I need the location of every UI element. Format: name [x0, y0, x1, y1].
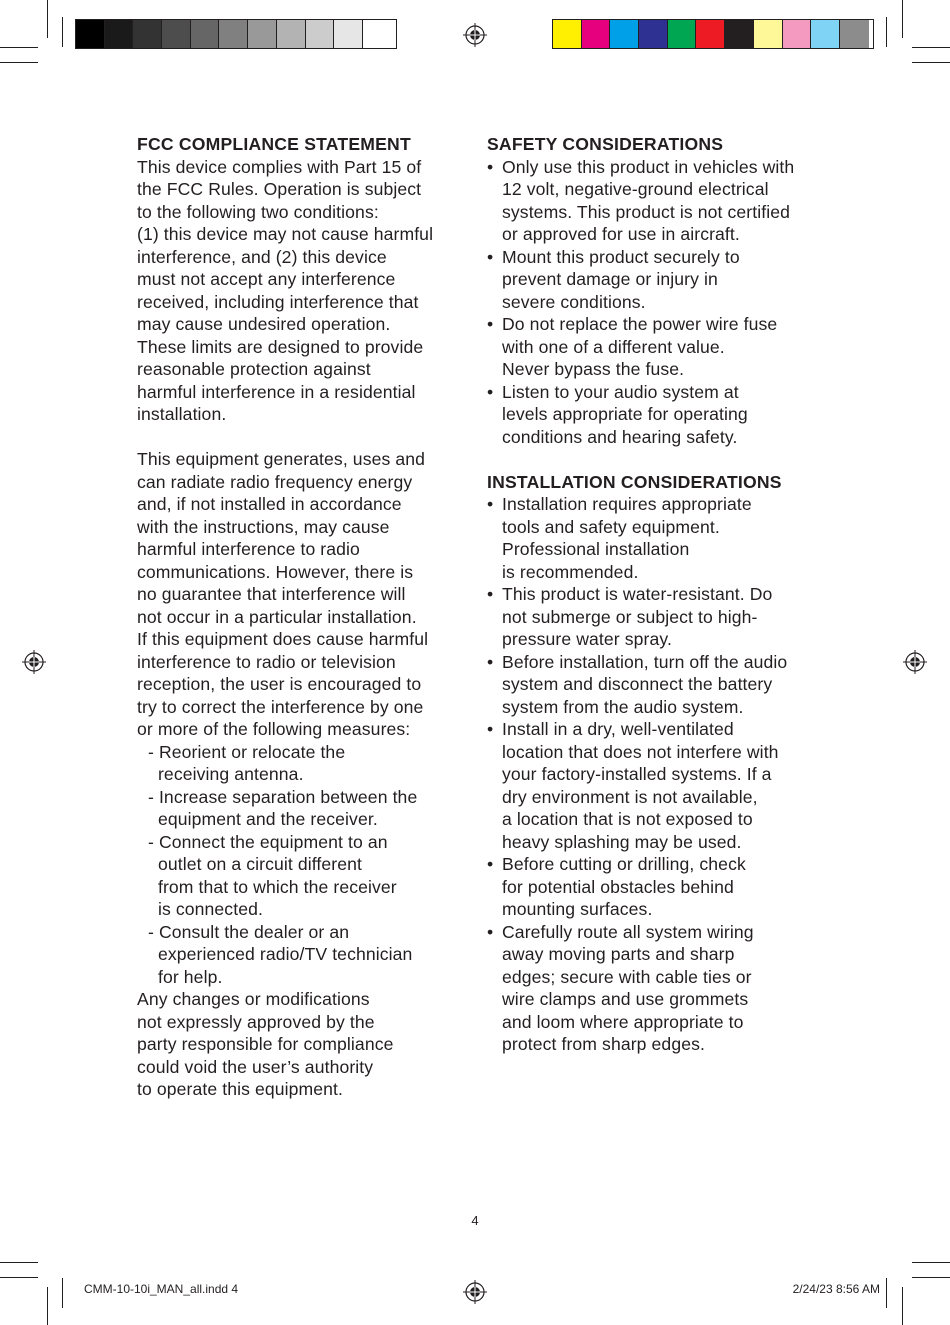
bullet-line: your factory-installed systems. If a: [502, 764, 772, 784]
text-line: These limits are designed to provide: [137, 336, 424, 357]
text-line: with the instructions, may cause: [137, 516, 390, 537]
text-line: If this equipment does cause harmful: [137, 629, 429, 649]
registration-mark-icon: [463, 23, 487, 47]
color-swatch: [840, 20, 869, 48]
crop-mark: [47, 1287, 48, 1325]
bullet-line: This product is water-resistant. Do: [502, 584, 773, 604]
color-swatch: [610, 20, 639, 48]
text-line: and, if not installed in accordance: [137, 494, 402, 514]
safety-list: [487, 156, 827, 449]
color-swatch: [162, 20, 191, 48]
crop-mark: [912, 47, 950, 48]
measure-item: [137, 786, 467, 831]
registration-mark-icon: [463, 1280, 487, 1304]
bullet-line: or approved for use in aircraft.: [502, 224, 740, 244]
fcc-paragraph-2: [137, 448, 467, 741]
text-line: interference to radio or television: [137, 651, 396, 672]
crop-mark: [902, 0, 903, 38]
text-line: interference, and (2) this device: [137, 246, 387, 267]
measure-item: [137, 741, 467, 786]
crop-mark: [0, 1277, 38, 1278]
crop-mark: [912, 1262, 950, 1263]
measure-line: receiving antenna.: [148, 764, 304, 784]
bullet-line: system and disconnect the battery: [502, 674, 773, 694]
text-line: to the following two conditions:: [137, 201, 379, 222]
text-line: reasonable protection against: [137, 359, 371, 379]
bullet-line: and loom where appropriate to: [502, 1011, 744, 1032]
crop-mark: [0, 1262, 38, 1263]
bullet-line: away moving parts and sharp: [502, 944, 735, 964]
crop-mark: [0, 47, 38, 48]
color-swatch: [277, 20, 306, 48]
text-line: no guarantee that interference will: [137, 584, 406, 604]
bullet-item: [487, 313, 827, 381]
bullet-line: dry environment is not available,: [502, 786, 758, 807]
file-slug: CMM-10-10i_MAN_all.indd 4: [84, 1282, 239, 1296]
color-swatch: [219, 20, 248, 48]
bullet-icon: •: [487, 246, 494, 267]
text-line: or more of the following measures:: [137, 719, 411, 739]
bullet-line: Installation requires appropriate: [502, 494, 752, 514]
color-swatch: [306, 20, 335, 48]
bullet-item: [487, 156, 827, 246]
color-swatch: [363, 20, 392, 48]
bullet-line: Carefully route all system wiring: [502, 921, 754, 942]
crop-mark: [886, 1278, 887, 1308]
crop-mark: [912, 62, 950, 63]
color-swatch: [553, 20, 582, 48]
text-line: must not accept any interference: [137, 269, 396, 289]
bullet-line: wire clamps and use grommets: [502, 989, 749, 1009]
fcc-compliance-column: [137, 133, 467, 1101]
fcc-paragraph-3: [137, 988, 467, 1101]
color-swatch: [668, 20, 697, 48]
color-swatch: [725, 20, 754, 48]
text-line: can radiate radio frequency energy: [137, 471, 413, 492]
text-line: This device complies with Part 15 of: [137, 156, 422, 177]
fcc-measures-list: [137, 741, 467, 989]
color-swatch: [639, 20, 668, 48]
measure-line: is connected.: [148, 899, 263, 919]
bullet-icon: •: [487, 156, 494, 177]
bullet-icon: •: [487, 651, 494, 672]
bullet-line: conditions and hearing safety.: [502, 426, 738, 447]
color-swatch: [334, 20, 363, 48]
bullet-line: tools and safety equipment.: [502, 516, 720, 537]
text-line: harmful interference to radio: [137, 539, 360, 559]
measure-line: equipment and the receiver.: [148, 809, 378, 829]
measure-line: for help.: [148, 966, 223, 987]
text-line: not occur in a particular installation.: [137, 606, 417, 627]
bullet-line: levels appropriate for operating: [502, 404, 748, 424]
text-line: try to correct the interference by one: [137, 696, 424, 717]
bullet-line: for potential obstacles behind: [502, 876, 734, 897]
measure-item: [137, 921, 467, 989]
bullet-line: with one of a different value.: [502, 336, 725, 357]
bullet-line: mounting surfaces.: [502, 899, 653, 919]
bullet-line: Mount this product securely to: [502, 246, 740, 267]
bullet-item: [487, 583, 827, 651]
bullet-item: [487, 853, 827, 921]
color-swatch: [191, 20, 220, 48]
bullet-icon: •: [487, 381, 494, 402]
text-line: This equipment generates, uses and: [137, 449, 426, 469]
text-line: not expressly approved by the: [137, 1011, 375, 1032]
text-line: may cause undesired operation.: [137, 314, 391, 334]
installation-list: [487, 493, 827, 1056]
bullet-line: Never bypass the fuse.: [502, 359, 685, 379]
color-swatch: [696, 20, 725, 48]
measure-item: [137, 831, 467, 921]
bullet-line: Before cutting or drilling, check: [502, 854, 746, 874]
date-slug: 2/24/23 8:56 AM: [792, 1282, 880, 1296]
text-line: reception, the user is encouraged to: [137, 674, 422, 694]
color-swatch: [582, 20, 611, 48]
bullet-line: systems. This product is not certified: [502, 201, 791, 222]
crop-mark: [886, 17, 887, 47]
crop-mark: [912, 1277, 950, 1278]
color-swatch: [76, 20, 105, 48]
text-line: installation.: [137, 404, 227, 424]
text-line: communications. However, there is: [137, 561, 414, 582]
text-line: could void the user’s authority: [137, 1056, 374, 1077]
safety-heading: SAFETY CONSIDERATIONS: [487, 134, 724, 154]
bullet-item: [487, 651, 827, 719]
measure-line: outlet on a circuit different: [148, 854, 363, 874]
page-number: 4: [471, 1213, 479, 1228]
considerations-column: [487, 133, 827, 1056]
measure-line: - Reorient or relocate the: [148, 741, 346, 762]
bullet-item: [487, 921, 827, 1056]
bullet-line: location that does not interfere with: [502, 741, 779, 762]
fcc-heading: FCC COMPLIANCE STATEMENT: [137, 134, 411, 154]
grayscale-color-bar: [75, 19, 397, 49]
measure-line: - Consult the dealer or an: [148, 921, 350, 942]
bullet-line: severe conditions.: [502, 291, 646, 312]
process-color-bar: [552, 19, 874, 49]
bullet-line: not submerge or subject to high-: [502, 606, 758, 627]
bullet-icon: •: [487, 494, 494, 514]
bullet-line: 12 volt, negative-ground electrical: [502, 179, 769, 199]
measure-line: - Increase separation between the: [148, 786, 418, 807]
bullet-icon: •: [487, 584, 494, 604]
text-line: (1) this device may not cause harmful: [137, 224, 434, 244]
bullet-line: pressure water spray.: [502, 629, 672, 649]
text-line: party responsible for compliance: [137, 1034, 394, 1054]
text-line: Any changes or modifications: [137, 989, 370, 1009]
bullet-line: heavy splashing may be used.: [502, 831, 742, 852]
measure-line: experienced radio/TV technician: [148, 944, 413, 964]
bullet-item: [487, 246, 827, 314]
bullet-item: [487, 493, 827, 583]
fcc-paragraph-1: [137, 156, 467, 426]
bullet-line: a location that is not exposed to: [502, 809, 753, 829]
bullet-line: system from the audio system.: [502, 696, 744, 717]
crop-mark: [902, 1287, 903, 1325]
registration-mark-icon: [903, 650, 927, 674]
bullet-item: [487, 381, 827, 449]
bullet-line: Professional installation: [502, 539, 690, 559]
bullet-line: Listen to your audio system at: [502, 381, 739, 402]
bullet-line: is recommended.: [502, 561, 639, 582]
color-swatch: [105, 20, 134, 48]
color-swatch: [783, 20, 812, 48]
text-line: harmful interference in a residential: [137, 381, 416, 402]
bullet-icon: •: [487, 719, 494, 739]
color-swatch: [754, 20, 783, 48]
bullet-line: Install in a dry, well-ventilated: [502, 719, 734, 739]
bullet-line: protect from sharp edges.: [502, 1034, 705, 1054]
bullet-item: [487, 718, 827, 853]
bullet-line: Before installation, turn off the audio: [502, 651, 788, 672]
bullet-line: edges; secure with cable ties or: [502, 966, 752, 987]
crop-mark: [47, 0, 48, 38]
crop-mark: [62, 17, 63, 47]
bullet-line: Only use this product in vehicles with: [502, 156, 795, 177]
registration-mark-icon: [22, 650, 46, 674]
color-swatch: [248, 20, 277, 48]
color-swatch: [811, 20, 840, 48]
bullet-icon: •: [487, 314, 494, 334]
bullet-icon: •: [487, 921, 494, 942]
text-line: to operate this equipment.: [137, 1079, 344, 1099]
installation-heading: INSTALLATION CONSIDERATIONS: [487, 471, 782, 492]
text-line: received, including interference that: [137, 291, 419, 312]
measure-line: from that to which the receiver: [148, 876, 397, 897]
bullet-line: prevent damage or injury in: [502, 269, 718, 289]
text-line: the FCC Rules. Operation is subject: [137, 179, 422, 199]
crop-mark: [62, 1278, 63, 1308]
color-swatch: [133, 20, 162, 48]
bullet-line: Do not replace the power wire fuse: [502, 314, 778, 334]
measure-line: - Connect the equipment to an: [148, 831, 388, 852]
bullet-icon: •: [487, 854, 494, 874]
crop-mark: [0, 62, 38, 63]
